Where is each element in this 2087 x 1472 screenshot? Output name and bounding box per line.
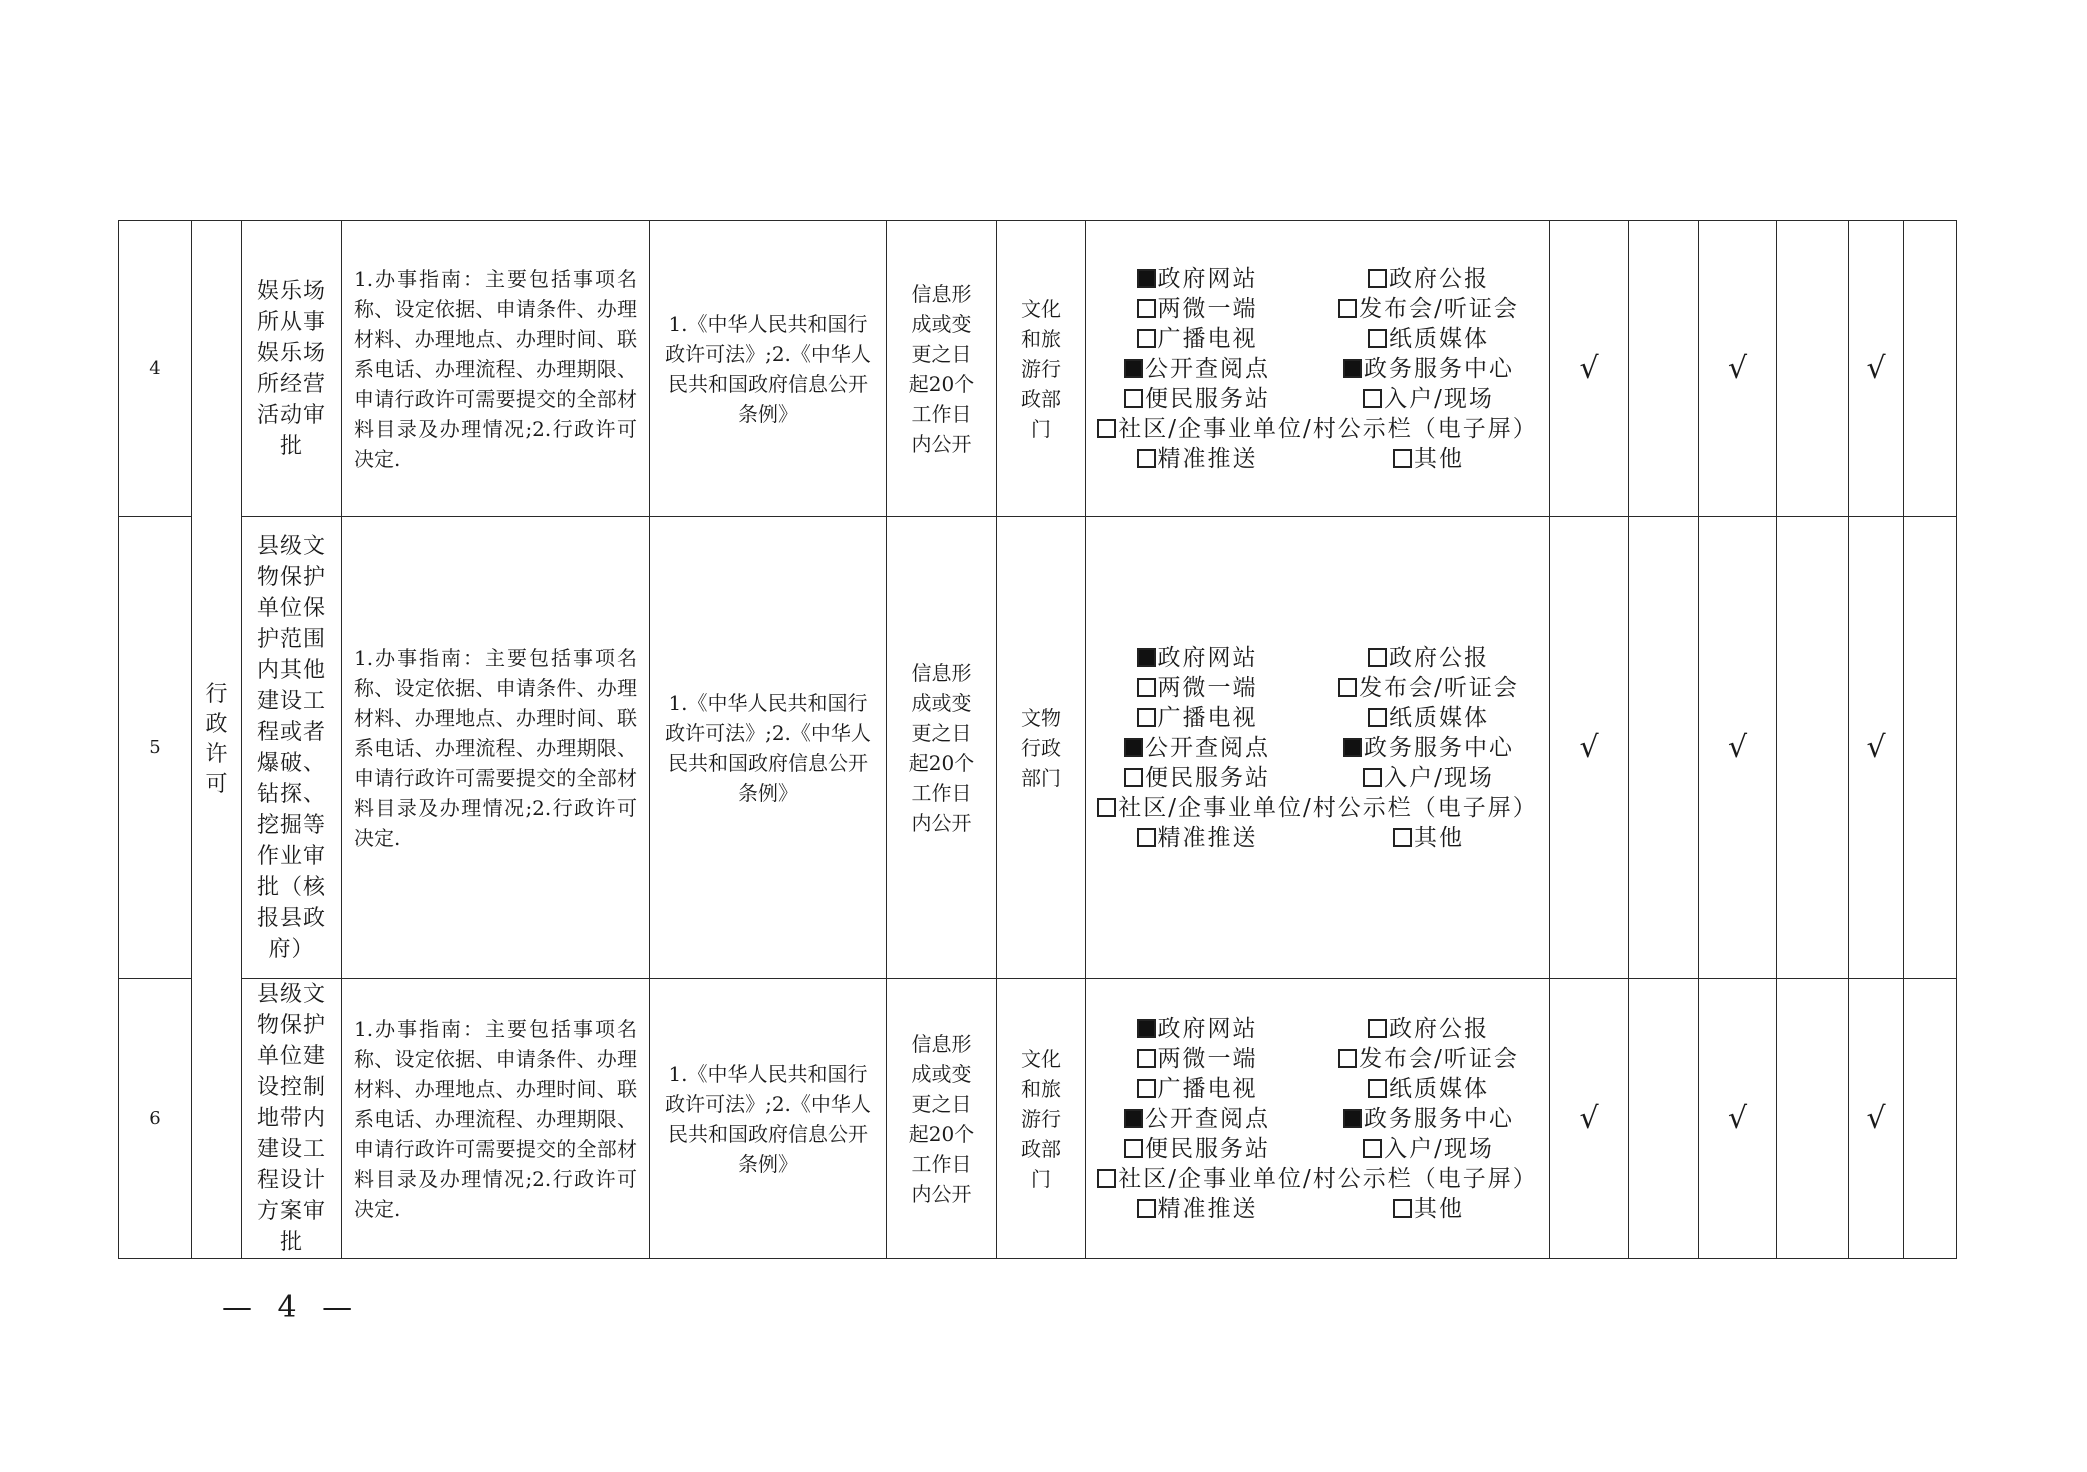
checkbox-empty-icon: [1137, 299, 1156, 318]
checkbox-empty-icon: [1137, 449, 1156, 468]
checkbox-empty-icon: [1137, 1049, 1156, 1068]
disclosure-time: 信息形成或变更之日起20个工作日内公开: [908, 660, 975, 835]
page-number: — 4 —: [222, 1290, 361, 1325]
channel-two-wei: 两微一端: [1086, 294, 1308, 324]
channel-print-media: 纸质媒体: [1308, 1074, 1549, 1104]
disclosure-dept: 文物行政部门: [1021, 705, 1061, 790]
channel-bulletin: 社区/企事业单位/村公示栏（电子屏）: [1086, 1164, 1549, 1194]
checkmark-icon: √: [1579, 730, 1599, 765]
channel-gov-gazette: 政府公报: [1308, 1014, 1549, 1044]
checkbox-empty-icon: [1363, 1139, 1382, 1158]
checkbox-empty-icon: [1137, 329, 1156, 348]
row-number: 4: [149, 358, 161, 379]
checkmark-icon: √: [1579, 1101, 1599, 1136]
channel-gov-site: 政府网站: [1086, 1014, 1308, 1044]
channel-press: 发布会/听证会: [1308, 1044, 1549, 1074]
checkbox-empty-icon: [1137, 1079, 1156, 1098]
channel-door-to-door: 入户/现场: [1308, 1134, 1549, 1164]
checkmark-icon: √: [1727, 730, 1748, 765]
checkbox-empty-icon: [1368, 1079, 1387, 1098]
channel-gov-site: 政府网站: [1086, 643, 1308, 673]
checkmark-icon: √: [1866, 1101, 1886, 1136]
disclosure-time: 信息形成或变更之日起20个工作日内公开: [908, 1031, 975, 1206]
table-row: [119, 221, 1957, 517]
disclosure-basis: 1.《中华人民共和国行政许可法》;2.《中华人民共和国政府信息公开条例》: [665, 311, 871, 426]
checkbox-empty-icon: [1368, 708, 1387, 727]
checkbox-empty-icon: [1124, 1139, 1143, 1158]
checkbox-checked-icon: [1137, 648, 1156, 667]
channel-targeted-push: 精准推送: [1086, 444, 1308, 474]
channel-convenience: 便民服务站: [1086, 763, 1308, 793]
checkbox-empty-icon: [1338, 1049, 1357, 1068]
checkbox-empty-icon: [1363, 768, 1382, 787]
channel-public-kiosk: 公开查阅点: [1086, 354, 1308, 384]
channel-cell: [1086, 979, 1550, 1259]
channel-service-center: 政务服务中心: [1308, 1104, 1549, 1134]
checkbox-checked-icon: [1124, 1109, 1143, 1128]
checkmark-icon: √: [1866, 730, 1886, 765]
channel-public-kiosk: 公开查阅点: [1086, 733, 1308, 763]
row-number: 5: [149, 737, 161, 758]
channel-broadcast: 广播电视: [1086, 703, 1308, 733]
checkmark-icon: √: [1727, 351, 1748, 386]
checkbox-empty-icon: [1393, 1199, 1412, 1218]
channel-other: 其他: [1308, 444, 1549, 474]
channel-service-center: 政务服务中心: [1308, 733, 1549, 763]
checkbox-empty-icon: [1368, 648, 1387, 667]
channel-service-center: 政务服务中心: [1308, 354, 1549, 384]
disclosure-dept: 文化和旅游行政部门: [1021, 1046, 1061, 1191]
checkbox-empty-icon: [1137, 828, 1156, 847]
disclosure-basis: 1.《中华人民共和国行政许可法》;2.《中华人民共和国政府信息公开条例》: [665, 690, 871, 805]
channel-cell: [1086, 221, 1550, 517]
checkbox-empty-icon: [1097, 1169, 1116, 1188]
channel-two-wei: 两微一端: [1086, 673, 1308, 703]
checkbox-empty-icon: [1124, 768, 1143, 787]
checkbox-empty-icon: [1338, 678, 1357, 697]
checkbox-empty-icon: [1338, 299, 1357, 318]
channel-public-kiosk: 公开查阅点: [1086, 1104, 1308, 1134]
table-row: [119, 979, 1957, 1259]
checkbox-empty-icon: [1137, 1199, 1156, 1218]
item-name: 娱乐场所从事娱乐场所经营活动审批: [256, 278, 326, 459]
checkbox-empty-icon: [1368, 269, 1387, 288]
disclosure-content: 1.办事指南：主要包括事项名称、设定依据、申请条件、办理材料、办理地点、办理时间、联系电话、办理流程、办理期限、申请行政许可需要提交的全部材料目录及办理情况;2.行政许可决定.: [354, 1016, 637, 1221]
channel-bulletin: 社区/企事业单位/村公示栏（电子屏）: [1086, 793, 1549, 823]
checkmark-icon: √: [1727, 1101, 1748, 1136]
row-number: 6: [149, 1108, 161, 1129]
channel-targeted-push: 精准推送: [1086, 1194, 1308, 1224]
channel-targeted-push: 精准推送: [1086, 823, 1308, 853]
channel-convenience: 便民服务站: [1086, 1134, 1308, 1164]
channel-cell: [1086, 517, 1550, 979]
disclosure-dept: 文化和旅游行政部门: [1021, 296, 1061, 441]
checkbox-empty-icon: [1368, 1019, 1387, 1038]
channel-door-to-door: 入户/现场: [1308, 763, 1549, 793]
item-name: 县级文物保护单位建设控制地带内建设工程设计方案审批: [256, 982, 326, 1255]
table-row: [119, 517, 1957, 979]
disclosure-basis: 1.《中华人民共和国行政许可法》;2.《中华人民共和国政府信息公开条例》: [665, 1061, 871, 1176]
channel-door-to-door: 入户/现场: [1308, 384, 1549, 414]
checkbox-empty-icon: [1097, 798, 1116, 817]
category-cell: [192, 221, 242, 1259]
checkbox-empty-icon: [1137, 678, 1156, 697]
disclosure-content: 1.办事指南：主要包括事项名称、设定依据、申请条件、办理材料、办理地点、办理时间、联系电话、办理流程、办理期限、申请行政许可需要提交的全部材料目录及办理情况;2.行政许可决定.: [354, 266, 637, 471]
item-name: 县级文物保护单位保护范围内其他建设工程或者爆破、钻探、挖掘等作业审批（核报县政府）: [256, 533, 326, 962]
channel-convenience: 便民服务站: [1086, 384, 1308, 414]
checkbox-checked-icon: [1343, 738, 1362, 757]
channel-two-wei: 两微一端: [1086, 1044, 1308, 1074]
checkbox-empty-icon: [1363, 389, 1382, 408]
checkbox-empty-icon: [1097, 419, 1116, 438]
checkmark-icon: √: [1866, 351, 1886, 386]
channel-gov-gazette: 政府公报: [1308, 643, 1549, 673]
channel-other: 其他: [1308, 823, 1549, 853]
checkbox-empty-icon: [1137, 708, 1156, 727]
checkbox-empty-icon: [1393, 449, 1412, 468]
channel-print-media: 纸质媒体: [1308, 703, 1549, 733]
channel-gov-gazette: 政府公报: [1308, 264, 1549, 294]
checkbox-empty-icon: [1368, 329, 1387, 348]
checkbox-checked-icon: [1137, 269, 1156, 288]
disclosure-content: 1.办事指南：主要包括事项名称、设定依据、申请条件、办理材料、办理地点、办理时间、联系电话、办理流程、办理期限、申请行政许可需要提交的全部材料目录及办理情况;2.行政许可决定.: [354, 645, 637, 850]
channel-gov-site: 政府网站: [1086, 264, 1308, 294]
checkbox-empty-icon: [1393, 828, 1412, 847]
checkbox-checked-icon: [1124, 359, 1143, 378]
channel-press: 发布会/听证会: [1308, 294, 1549, 324]
disclosure-time: 信息形成或变更之日起20个工作日内公开: [908, 281, 975, 456]
channel-broadcast: 广播电视: [1086, 1074, 1308, 1104]
channel-other: 其他: [1308, 1194, 1549, 1224]
disclosure-table: [118, 220, 1957, 1259]
channel-press: 发布会/听证会: [1308, 673, 1549, 703]
checkbox-checked-icon: [1343, 1109, 1362, 1128]
checkbox-checked-icon: [1124, 738, 1143, 757]
channel-broadcast: 广播电视: [1086, 324, 1308, 354]
checkbox-checked-icon: [1343, 359, 1362, 378]
category-label: 行政许可: [205, 681, 228, 797]
checkbox-empty-icon: [1124, 389, 1143, 408]
checkmark-icon: √: [1579, 351, 1599, 386]
channel-bulletin: 社区/企事业单位/村公示栏（电子屏）: [1086, 414, 1549, 444]
checkbox-checked-icon: [1137, 1019, 1156, 1038]
channel-print-media: 纸质媒体: [1308, 324, 1549, 354]
